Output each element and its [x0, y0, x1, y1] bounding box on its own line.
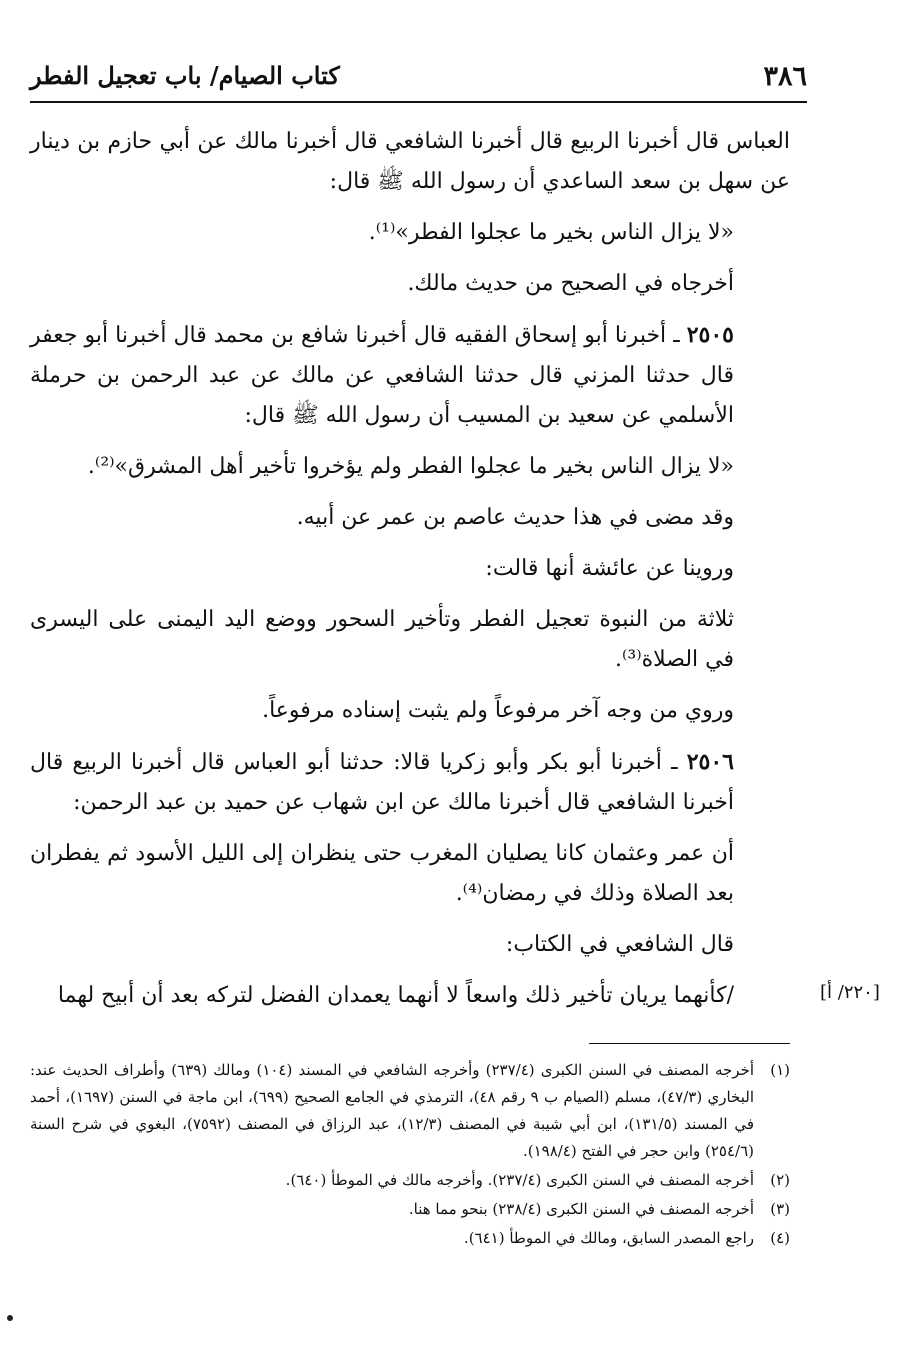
- paragraph-note: وروينا عن عائشة أنها قالت:: [485, 556, 734, 581]
- paragraph-isnad-continuation: العباس قال أخبرنا الربيع قال أخبرنا الشافعي قال أخبرنا مالك عن أبي حازم بن دينار عن سهل بن سعد الساعدي أن رسول الله ﷺ قال:: [30, 129, 790, 194]
- paragraph-hadith-text: «لا يزال الناس بخير ما عجلوا الفطر»⁽¹⁾.: [368, 220, 734, 245]
- paragraph-takhrij: أخرجاه في الصحيح من حديث مالك.: [407, 271, 734, 296]
- scan-dot-mark: [7, 1315, 13, 1321]
- footnote: [30, 1225, 790, 1252]
- hadith-number: ٢٥٠٦: [686, 749, 734, 775]
- paragraph-athar-text: أن عمر وعثمان كانا يصليان المغرب حتى ينظران إلى الليل الأسود ثم يفطران بعد الصلاة وذلك في رمضان⁽⁴⁾.: [30, 841, 734, 906]
- main-text: [30, 122, 790, 1023]
- footnote-rule: [589, 1043, 790, 1044]
- footnote-text: راجع المصدر السابق، ومالك في الموطأ (٦٤١).: [463, 1229, 754, 1247]
- footnote: [30, 1057, 790, 1165]
- page-header: [30, 55, 807, 95]
- hadith-isnad: ـ أخبرنا أبو إسحاق الفقيه قال أخبرنا شافع بن محمد قال أخبرنا أبو جعفر قال حدثنا المزني قال حدثنا الشافعي عن مالك عن عبد الرحمن بن حرملة الأسلمي عن سعيد بن المسيب أن رسول الله ﷺ قال:: [30, 323, 734, 428]
- hadith-isnad: ـ أخبرنا أبو بكر وأبو زكريا قالا: حدثنا أبو العباس قال أخبرنا الربيع قال أخبرنا الشافعي قال أخبرنا مالك عن ابن شهاب عن حميد بن عبد الرحمن:: [30, 750, 734, 815]
- paragraph-hadith-text: «لا يزال الناس بخير ما عجلوا الفطر ولم يؤخروا تأخير أهل المشرق»⁽²⁾.: [87, 454, 734, 479]
- paragraph-continues: /كأنهما يريان تأخير ذلك واسعاً لا أنهما يعمدان الفضل لتركه بعد أن أبيح لهما: [57, 983, 734, 1008]
- footnote-number: (٢): [770, 1171, 790, 1189]
- hadith-number: ٢٥٠٥: [686, 322, 734, 348]
- paragraph-note: وقد مضى في هذا حديث عاصم بن عمر عن أبيه.: [296, 505, 734, 530]
- footnote-number: (٤): [770, 1229, 790, 1247]
- running-head: كتاب الصيام/ باب تعجيل الفطر: [30, 61, 340, 90]
- page-number: ٣٨٦: [763, 61, 807, 92]
- footnote-text: أخرجه المصنف في السنن الكبرى (٢٣٧/٤). وأخرجه مالك في الموطأ (٦٤٠).: [285, 1171, 754, 1189]
- footnote-text: أخرجه المصنف في السنن الكبرى (٢٣٧/٤) وأخرجه الشافعي في المسند (١٠٤) ومالك (٦٣٩) وأطراف الحديث عند: البخاري (٤٧/٣)، مسلم (الصيام ب ٩ رقم ٤٨)، الترمذي في الجامع الصحيح (٦٩٩)، ابن ماجة في السنن (١٦٩٧)، أحمد في المسند (١٣١/٥)، ابن أبي شيبة في المصنف (١٢/٣)، عبد الرزاق في المصنف (٧٥٩٢)، البغوي في شرح السنة (٢٥٤/٦) وابن حجر في الفتح (١٩٨/٤).: [30, 1061, 755, 1160]
- paragraph-athar-text: ثلاثة من النبوة تعجيل الفطر وتأخير السحور ووضع اليد اليمنى على اليسرى في الصلاة⁽³⁾.: [30, 607, 734, 672]
- footnote: [30, 1196, 790, 1223]
- folio-marker: [٢٢٠/ أ]: [820, 982, 880, 1003]
- footnotes: [30, 1057, 790, 1254]
- footnote-number: (١): [770, 1061, 790, 1079]
- footnote-number: (٣): [770, 1200, 790, 1218]
- footnote-text: أخرجه المصنف في السنن الكبرى (٢٣٨/٤) بنحو مما هنا.: [408, 1200, 754, 1218]
- paragraph-note: قال الشافعي في الكتاب:: [505, 932, 734, 957]
- paragraph-hadith-2505: [30, 315, 790, 436]
- paragraph-hadith-2506: [30, 742, 790, 823]
- header-rule: [30, 101, 807, 103]
- footnote: [30, 1167, 790, 1194]
- paragraph-note: وروي من وجه آخر مرفوعاً ولم يثبت إسناده مرفوعاً.: [262, 698, 734, 723]
